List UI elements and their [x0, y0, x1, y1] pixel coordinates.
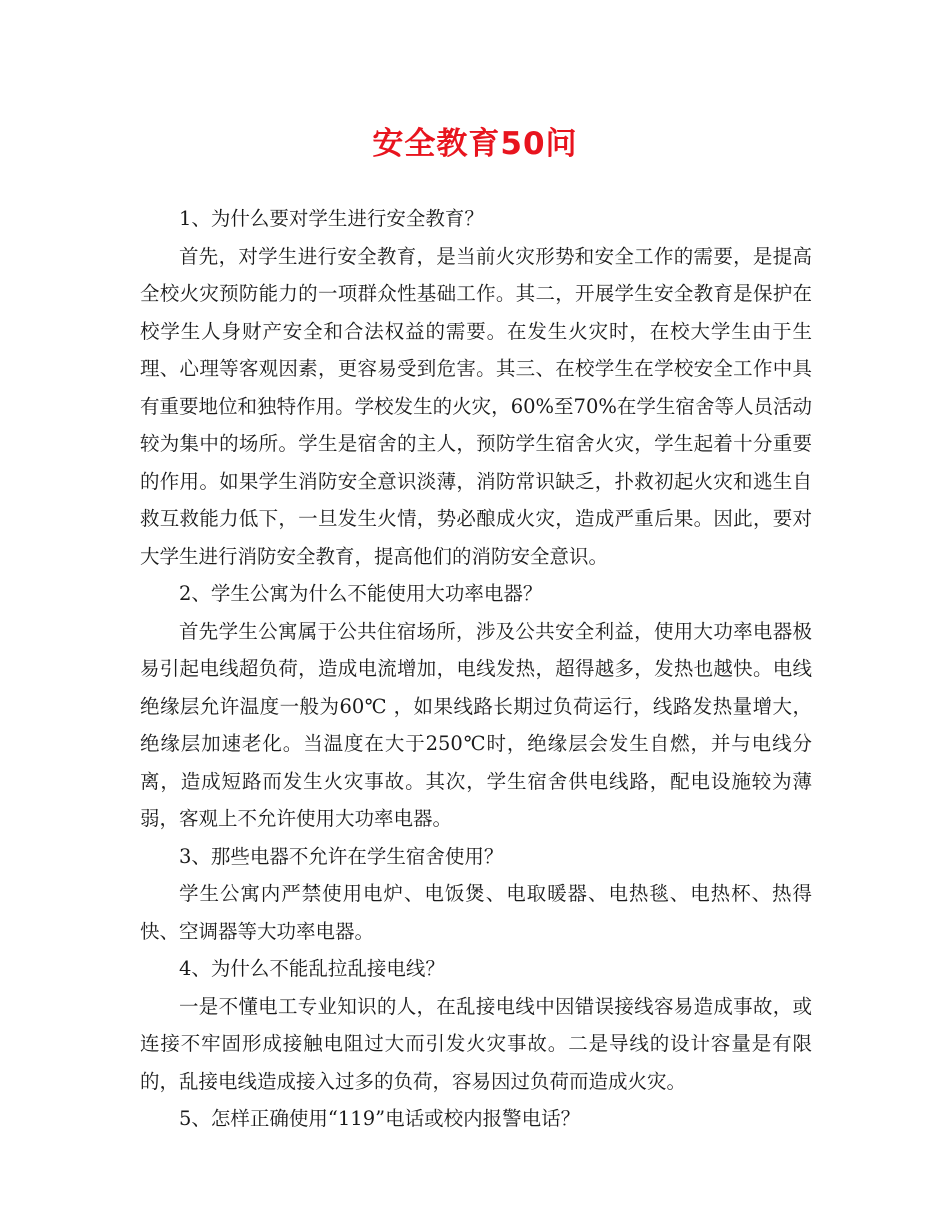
answer-4: 一是不懂电工专业知识的人，在乱接电线中因错误接线容易造成事故，或连接不牢固形成接触电阻过大而引发火灾事故。二是导线的设计容量是有限的，乱接电线造成接入过多的负荷，容易因过负荷而造成火灾。 — [140, 994, 812, 1093]
answer-2: 首先学生公寓属于公共住宿场所，涉及公共安全利益，使用大功率电器极易引起电线超负荷，造成电流增加，电线发热，超得越多，发热也越快。电线绝缘层允许温度一般为60℃ ，如果线路长期过负荷运行，线路发热量增大，绝缘层加速老化。当温度在大于250℃时，绝缘层会发生自燃，并与电线分离，造成短路而发生火灾事故。其次，学生宿舍供电线路，配电设施较为薄弱，客观上不允许使用大功率电器。 — [140, 619, 812, 830]
document-body — [140, 200, 812, 1138]
question-1: 1、为什么要对学生进行安全教育？ — [179, 207, 484, 230]
answer-1: 首先，对学生进行安全教育，是当前火灾形势和安全工作的需要，是提高全校火灾预防能力的一项群众性基础工作。其二，开展学生安全教育是保护在校学生人身财产安全和合法权益的需要。在发生火灾时，在校大学生由于生理、心理等客观因素，更容易受到危害。其三、在校学生在学校安全工作中具有重要地位和独特作用。学校发生的火灾，60%至70%在学生宿舍等人员活动较为集中的场所。学生是宿舍的主人，预防学生宿舍火灾，学生起着十分重要的作用。如果学生消防安全意识淡薄，消防常识缺乏，扑救初起火灾和逃生自救互救能力低下，一旦发生火情，势必酿成火灾，造成严重后果。因此，要对大学生进行消防安全教育，提高他们的消防安全意识。 — [140, 244, 812, 568]
question-3: 3、那些电器不允许在学生宿舍使用？ — [179, 844, 504, 868]
answer-3: 学生公寓内严禁使用电炉、电饭煲、电取暖器、电热毯、电热杯、热得快、空调器等大功率电器。 — [140, 882, 812, 943]
question-2: 2、学生公寓为什么不能使用大功率电器？ — [179, 582, 543, 605]
document-title: 安全教育50问 — [372, 126, 578, 162]
question-4: 4、为什么不能乱拉乱接电线？ — [179, 957, 445, 980]
question-5: 5、怎样正确使用“119”电话或校内报警电话？ — [179, 1107, 581, 1130]
